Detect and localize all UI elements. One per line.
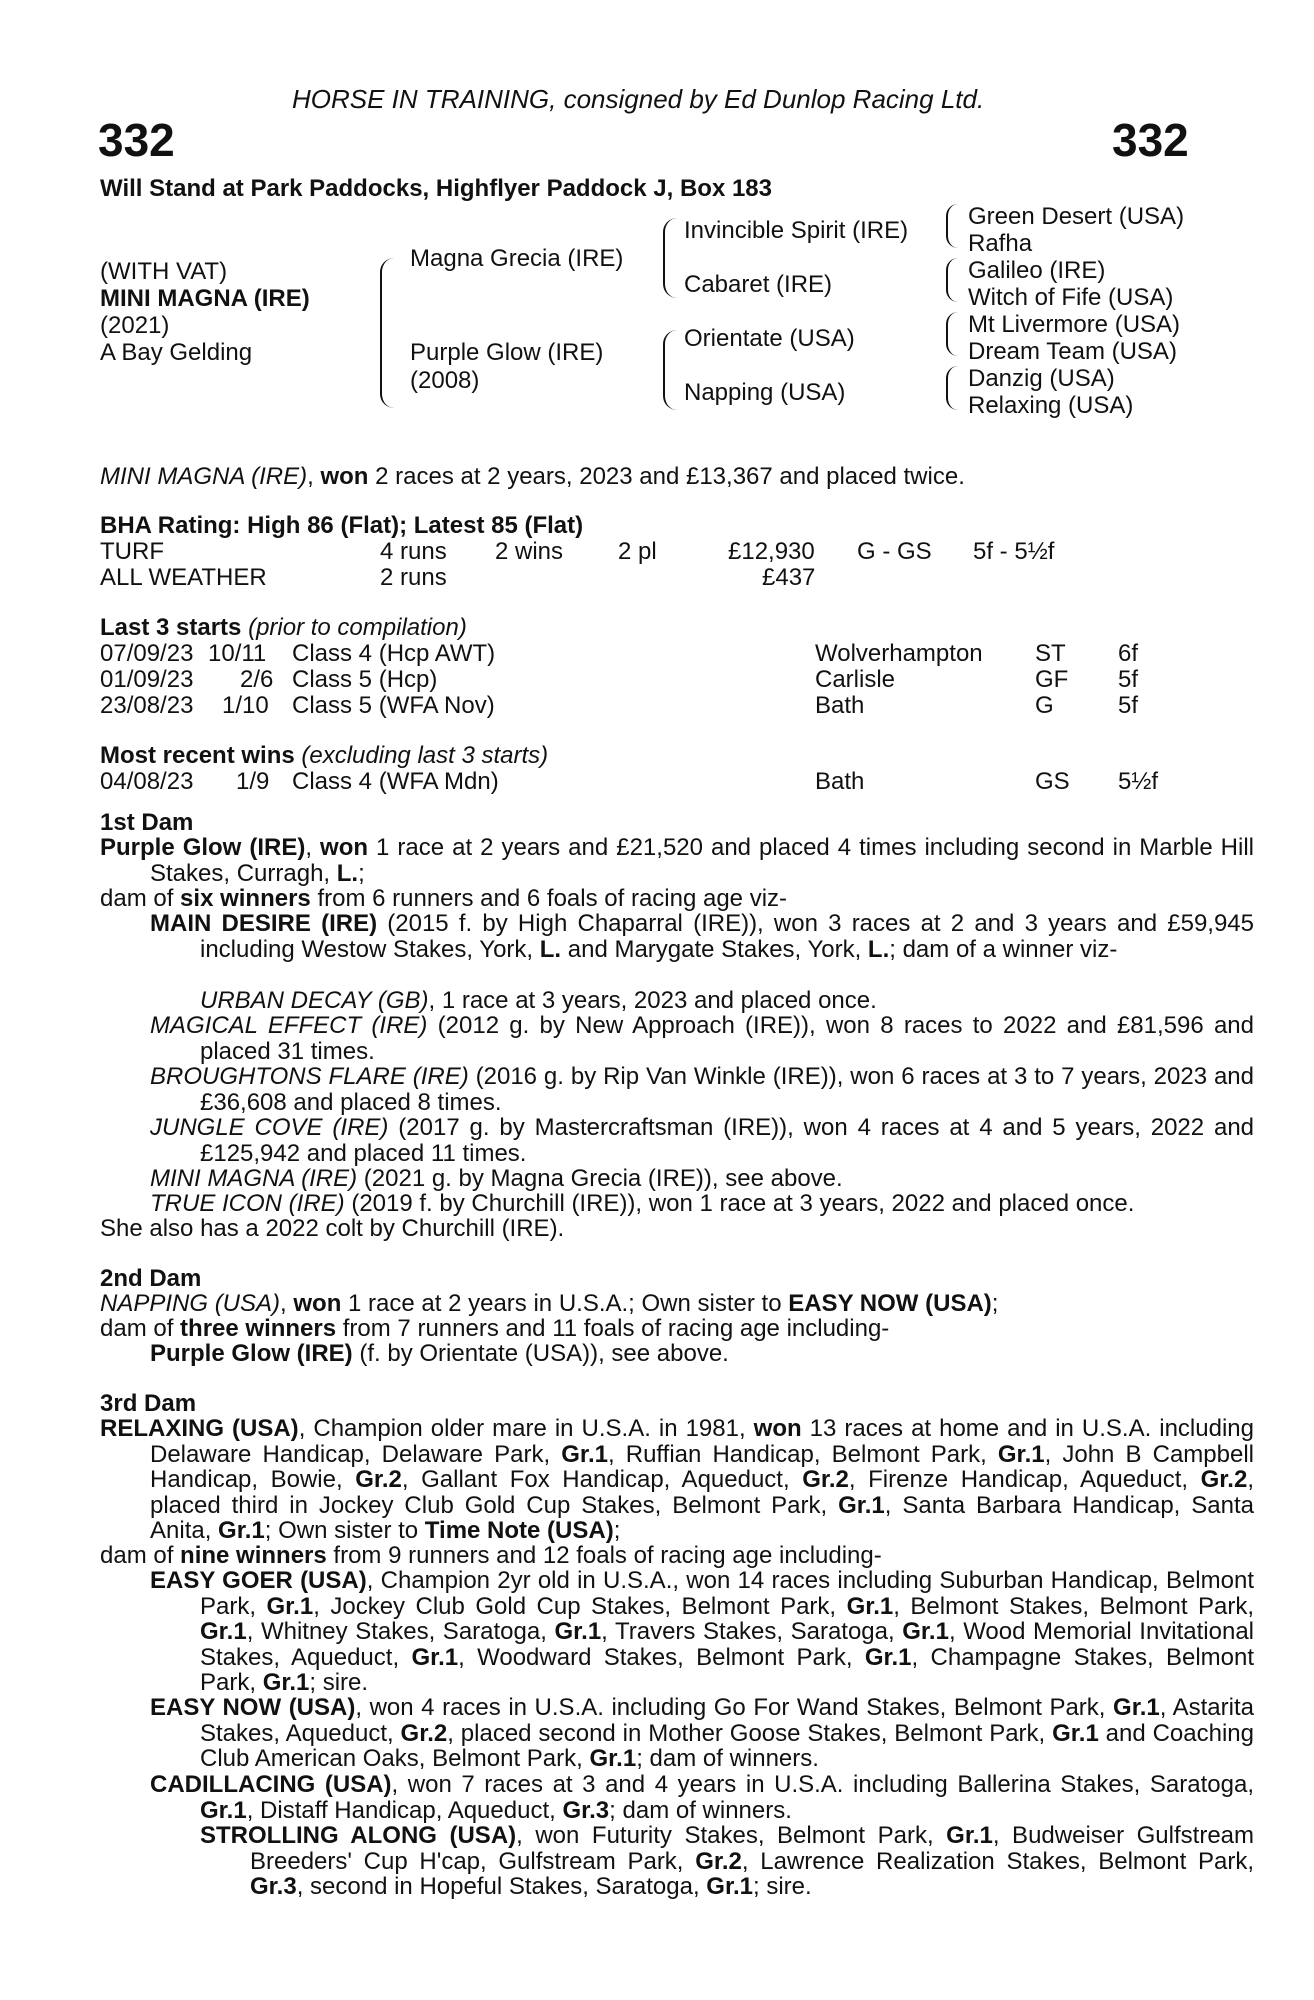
text: 1 race at 2 years in U.S.A.; Own sister to: [341, 1290, 789, 1317]
text: (2017 g. by Mastercraftsman (IRE)), won 4 races at 4 and 5 years, 2022 and £125,942 and placed 11 times.: [200, 1114, 1255, 1167]
grade-marker: Gr.2: [355, 1466, 402, 1493]
second-dam-record: [100, 1291, 1204, 1317]
produce-purple-glow: [150, 1341, 1204, 1367]
listed-marker: L.: [336, 859, 359, 887]
third-dam-produce: [100, 1543, 1204, 1569]
text: ; dam of a winner viz-: [889, 935, 1118, 963]
produce-name: MAGICAL EFFECT (IRE): [150, 1012, 428, 1039]
text: and Marygate Stakes, York,: [561, 935, 868, 963]
great-grandparent: Mt Livermore (USA): [968, 311, 1181, 338]
text: (2019 f. by Churchill (IRE)), won 1 race at 3 years, 2022 and placed once.: [344, 1190, 1135, 1217]
start-distance: 5f: [1118, 692, 1139, 719]
grade-marker: Gr.2: [802, 1466, 849, 1493]
text: , Astarita Stakes, Aqueduct,: [200, 1694, 1254, 1747]
produce-name: BROUGHTONS FLARE (IRE): [150, 1063, 469, 1090]
horse-description: A Bay Gelding: [100, 339, 253, 366]
start-course: Carlisle: [815, 666, 896, 693]
horse-name: MINI MAGNA (IRE): [100, 285, 310, 312]
aw-runs: 2 runs: [380, 564, 447, 591]
text: , Champagne Stakes, Belmont Park,: [200, 1643, 1255, 1696]
text: ; sire.: [753, 1873, 812, 1900]
grandsire-dam-side: Orientate (USA): [684, 325, 855, 352]
produce-easy-goer: [150, 1568, 1254, 1696]
produce-mini-magna: [150, 1166, 1204, 1192]
produce-name: URBAN DECAY (GB): [200, 987, 429, 1014]
third-dam-heading: 3rd Dam: [100, 1390, 197, 1417]
text: ; sire.: [309, 1669, 369, 1696]
text: , Lawrence Realization Stakes, Belmont Park,: [741, 1847, 1254, 1875]
dam-year: (2008): [410, 367, 480, 394]
granddam-sire-side: Cabaret (IRE): [684, 271, 833, 298]
recent-wins-note: (excluding last 3 starts): [294, 742, 549, 769]
sister-name: EASY NOW (USA): [788, 1290, 992, 1317]
produce-urban-decay: [200, 988, 1204, 1014]
separator: ,: [280, 1290, 294, 1317]
won-label: won: [753, 1415, 802, 1442]
grade-marker: Gr.1: [262, 1669, 310, 1696]
text: , John B Campbell Handicap, Bowie,: [150, 1440, 1255, 1493]
pedigree-brace-dam: [663, 330, 677, 410]
grade-marker: Gr.1: [218, 1517, 265, 1544]
text: , Travers Stakes, Saratoga,: [601, 1618, 903, 1645]
text: dam of: [100, 1315, 181, 1342]
summary-horse-name: MINI MAGNA (IRE): [100, 463, 308, 490]
produce-name: MAIN DESIRE (IRE): [150, 910, 378, 937]
lot-number-left: 332: [98, 114, 175, 166]
turf-distance: 5f - 5½f: [973, 538, 1055, 565]
win-date: 04/08/23: [100, 768, 194, 795]
text: , Champion 2yr old in U.S.A., won 14 races including Suburban Handicap, Belmont Park,: [200, 1567, 1254, 1620]
grade-marker: Gr.1: [946, 1822, 993, 1849]
grade-marker: Gr.1: [1052, 1719, 1099, 1747]
race-summary: MINI MAGNA (IRE), won 2 races at 2 years, 2023 and £13,367 and placed twice.: [100, 463, 965, 490]
start-course: Wolverhampton: [815, 640, 983, 667]
grade-marker: Gr.1: [706, 1873, 753, 1900]
grade-marker: Gr.3: [250, 1873, 297, 1900]
punct: ;: [613, 1517, 621, 1544]
first-dam-record: [100, 835, 1254, 886]
text: , Whitney Stakes, Saratoga,: [246, 1618, 555, 1645]
produce-jungle-cove: [150, 1115, 1254, 1166]
text: dam of: [100, 1542, 181, 1569]
won-label: won: [320, 834, 369, 861]
lot-number-right: 332: [1112, 114, 1189, 166]
also-has-note: She also has a 2022 colt by Churchill (IRE).: [100, 1215, 565, 1242]
last-starts-title: Last 3 starts: [100, 614, 242, 641]
text: ; Own sister to: [264, 1517, 425, 1544]
grade-marker: Gr.2: [695, 1847, 742, 1875]
grade-marker: Gr.1: [864, 1643, 912, 1671]
produce-name: EASY NOW (USA): [150, 1694, 356, 1721]
text: , Ruffian Handicap, Belmont Park,: [607, 1440, 998, 1468]
grade-marker: Gr.1: [846, 1592, 894, 1620]
start-course: Bath: [815, 692, 865, 719]
turf-runs: 4 runs: [380, 538, 447, 565]
winners-count: three winners: [180, 1315, 337, 1342]
win-class: Class 4 (WFA Mdn): [292, 768, 499, 795]
text: , Wood Memorial Invitational Stakes, Aqueduct,: [200, 1618, 1255, 1671]
produce-true-icon: [150, 1191, 1204, 1217]
third-dam-record: [100, 1416, 1254, 1544]
recent-wins-heading: [100, 743, 548, 769]
text: , second in Hopeful Stakes, Saratoga,: [296, 1873, 707, 1900]
produce-name: TRUE ICON (IRE): [150, 1190, 345, 1217]
text: , 1 race at 3 years, 2023 and placed once.: [428, 987, 877, 1014]
granddam: Napping (USA): [684, 379, 846, 406]
great-grandparent: Relaxing (USA): [968, 392, 1134, 419]
sister-name: Time Note (USA): [424, 1517, 614, 1544]
horse-year: (2021): [100, 312, 170, 339]
first-dam-heading: 1st Dam: [100, 809, 194, 836]
grade-marker: Gr.1: [411, 1643, 459, 1671]
location-line: Will Stand at Park Paddocks, Highflyer Paddock J, Box 183: [100, 175, 772, 202]
turf-going: G - GS: [857, 538, 932, 565]
start-date: 07/09/23: [100, 640, 194, 667]
text: and Coaching Club American Oaks, Belmont Park,: [200, 1719, 1254, 1772]
last-starts-heading: [100, 615, 467, 641]
produce-name: MINI MAGNA (IRE): [150, 1165, 358, 1192]
last-starts-note: (prior to compilation): [241, 614, 467, 641]
vat-label: (WITH VAT): [100, 258, 228, 285]
text: from 9 runners and 12 foals of racing age including-: [326, 1542, 882, 1569]
start-class: Class 5 (WFA Nov): [292, 692, 495, 719]
great-grandparent: Galileo (IRE): [968, 257, 1106, 284]
great-grandparent: Rafha: [968, 230, 1033, 257]
start-placing: 1/10: [222, 692, 269, 719]
dam-name: RELAXING (USA): [100, 1415, 299, 1442]
produce-cadillacing: [150, 1772, 1254, 1823]
text: 13 races at home and in U.S.A. including Delaware Handicap, Delaware Park,: [150, 1415, 1254, 1468]
listed-marker: L.: [539, 935, 562, 963]
text: , Santa Barbara Handicap, Santa Anita,: [150, 1491, 1254, 1544]
text: (f. by Orientate (USA)), see above.: [352, 1340, 729, 1367]
grade-marker: Gr.1: [561, 1440, 608, 1468]
pedigree-brace-gg3: [946, 312, 958, 356]
text: , won 4 races in U.S.A. including Go For Wand Stakes, Belmont Park,: [355, 1694, 1114, 1721]
produce-name: EASY GOER (USA): [150, 1567, 367, 1594]
first-dam-produce: [100, 886, 1204, 912]
dam-name: NAPPING (USA): [100, 1290, 281, 1317]
start-going: G: [1035, 692, 1054, 719]
text: , Gallant Fox Handicap, Aqueduct,: [401, 1466, 803, 1493]
start-placing: 10/11: [208, 640, 267, 667]
text: (2016 g. by Rip Van Winkle (IRE)), won 6 races at 3 to 7 years, 2023 and £36,608 and placed 8 times.: [200, 1063, 1254, 1116]
grade-marker: Gr.1: [902, 1618, 949, 1645]
text: , Champion older mare in U.S.A. in 1981,: [298, 1415, 754, 1442]
start-placing: 2/6: [240, 666, 274, 693]
sire-name: Magna Grecia (IRE): [410, 245, 624, 272]
separator: ,: [305, 834, 321, 861]
great-grandparent: Danzig (USA): [968, 365, 1115, 392]
produce-name: CADILLACING (USA): [150, 1771, 392, 1798]
produce-magical-effect: [150, 1013, 1254, 1064]
aw-label: ALL WEATHER: [100, 564, 267, 591]
win-placing: 1/9: [236, 768, 270, 795]
text: ; dam of winners.: [609, 1796, 792, 1824]
grade-marker: Gr.3: [562, 1796, 610, 1824]
text: , won 7 races at 3 and 4 years in U.S.A. including Ballerina Stakes, Saratoga,: [391, 1771, 1254, 1798]
text: , won Futurity Stakes, Belmont Park,: [516, 1822, 947, 1849]
won-label: won: [293, 1290, 342, 1317]
grandsire: Invincible Spirit (IRE): [684, 217, 909, 244]
text: , Distaff Handicap, Aqueduct,: [246, 1796, 563, 1824]
pedigree-brace-gg2: [946, 258, 958, 302]
start-distance: 6f: [1118, 640, 1139, 667]
grade-marker: Gr.1: [589, 1745, 637, 1772]
text: , placed third in Jockey Club Gold Cup Stakes, Belmont Park,: [150, 1466, 1254, 1519]
start-class: Class 4 (Hcp AWT): [292, 640, 496, 667]
text: from 7 runners and 11 foals of racing age including-: [336, 1315, 890, 1342]
turf-placed: 2 pl: [618, 538, 657, 565]
pedigree-brace-gg4: [946, 366, 958, 410]
grade-marker: Gr.1: [1113, 1694, 1160, 1721]
summary-text: 2 races at 2 years, 2023 and £13,367 and placed twice.: [368, 463, 965, 490]
start-date: 01/09/23: [100, 666, 194, 693]
listed-marker: L.: [867, 935, 890, 963]
text: , Woodward Stakes, Belmont Park,: [458, 1643, 865, 1671]
grade-marker: Gr.2: [400, 1719, 448, 1747]
text: , placed second in Mother Goose Stakes, Belmont Park,: [447, 1719, 1053, 1747]
start-date: 23/08/23: [100, 692, 194, 719]
turf-wins: 2 wins: [495, 538, 564, 565]
turf-earnings: £12,930: [728, 538, 815, 565]
grade-marker: Gr.1: [838, 1491, 885, 1519]
grade-marker: Gr.1: [266, 1592, 314, 1620]
punct: ;: [358, 859, 365, 887]
start-distance: 5f: [1118, 666, 1139, 693]
text: (2012 g. by New Approach (IRE)), won 8 races to 2022 and £81,596 and placed 31 times.: [200, 1012, 1254, 1065]
start-going: GF: [1035, 666, 1069, 693]
grade-marker: Gr.1: [200, 1796, 247, 1824]
start-going: ST: [1035, 640, 1066, 667]
aw-earnings: £437: [762, 564, 816, 591]
text: ; dam of winners.: [636, 1745, 819, 1772]
pedigree-brace-gg1: [946, 204, 958, 248]
win-distance: 5½f: [1118, 768, 1159, 795]
second-dam-produce: [100, 1316, 1204, 1342]
great-grandparent: Witch of Fife (USA): [968, 284, 1174, 311]
recent-wins-title: Most recent wins: [100, 742, 295, 769]
dam-name: Purple Glow (IRE): [410, 339, 604, 366]
winners-count: nine winners: [180, 1542, 327, 1569]
text: , Firenze Handicap, Aqueduct,: [848, 1466, 1201, 1493]
grade-marker: Gr.1: [554, 1618, 602, 1645]
produce-easy-now: [150, 1695, 1254, 1772]
win-course: Bath: [815, 768, 865, 795]
bha-rating-title: BHA Rating: High 86 (Flat); Latest 85 (Flat): [100, 512, 584, 539]
pedigree-brace-main: [380, 258, 396, 408]
text: , Belmont Stakes, Belmont Park,: [893, 1592, 1255, 1620]
text: (2021 g. by Magna Grecia (IRE)), see above.: [357, 1165, 843, 1192]
produce-strolling-along: [200, 1823, 1254, 1900]
pedigree-brace-sire: [663, 218, 677, 298]
page-header-title: HORSE IN TRAINING, consigned by Ed Dunlop Racing Ltd.: [292, 84, 985, 114]
dam-name: Purple Glow (IRE): [100, 834, 306, 861]
great-grandparent: Green Desert (USA): [968, 203, 1185, 230]
text: , Budweiser Gulfstream Breeders' Cup H'cap, Gulfstream Park,: [250, 1822, 1255, 1875]
produce-name: JUNGLE COVE (IRE): [150, 1114, 389, 1141]
text: , Jockey Club Gold Cup Stakes, Belmont Park,: [313, 1592, 847, 1620]
summary-won: won: [320, 463, 369, 490]
text: from 6 runners and 6 foals of racing age viz-: [310, 885, 788, 912]
produce-name: Purple Glow (IRE): [150, 1340, 353, 1367]
produce-broughtons-flare: [150, 1064, 1254, 1115]
turf-label: TURF: [100, 538, 164, 565]
start-class: Class 5 (Hcp): [292, 666, 438, 693]
winners-count: six winners: [180, 885, 311, 912]
produce-name: STROLLING ALONG (USA): [200, 1822, 517, 1849]
grade-marker: Gr.2: [1200, 1466, 1248, 1493]
grade-marker: Gr.1: [997, 1440, 1045, 1468]
punct: ;: [991, 1290, 999, 1317]
text: (2015 f. by High Chaparral (IRE)), won 3 races at 2 and 3 years and £59,945 including Westow Stakes, York,: [200, 910, 1255, 963]
grade-marker: Gr.1: [200, 1618, 247, 1645]
dam-record-text: 1 race at 2 years and £21,520 and placed 4 times including second in Marble Hill Stakes, Curragh,: [150, 834, 1254, 887]
text: dam of: [100, 885, 181, 912]
win-going: GS: [1035, 768, 1070, 795]
produce-main-desire: [150, 911, 1254, 962]
second-dam-heading: 2nd Dam: [100, 1265, 202, 1292]
great-grandparent: Dream Team (USA): [968, 338, 1177, 365]
